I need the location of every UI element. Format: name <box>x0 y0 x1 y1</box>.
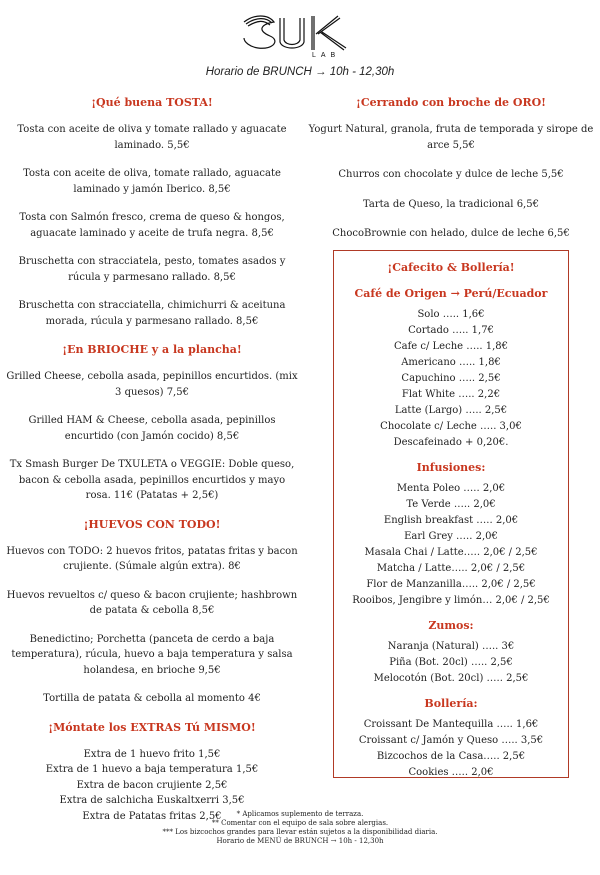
menu-item: Americano ….. 1,8€ <box>401 357 501 368</box>
menu-item: Melocotón (Bot. 20cl) ….. 2,5€ <box>373 673 529 684</box>
menu-item: Chocolate c/ Leche ….. 3,0€ <box>380 421 522 432</box>
menu-item: Grilled HAM & Cheese, cebolla asada, pepinillos encurtido (con Jamón cocido) 8,5€ <box>28 415 276 442</box>
menu-item: Flat White ….. 2,2€ <box>401 389 501 400</box>
footer-note: * Aplicamos suplemento de terraza. <box>236 810 364 818</box>
menu-item: Tosta con aceite de oliva, tomate rallado, aguacate laminado y jamón Iberico. 8,5€ <box>23 168 281 195</box>
menu-item: Grilled Cheese, cebolla asada, pepinillos encurtidos. (mix 3 quesos) 7,5€ <box>6 371 298 398</box>
menu-item: Huevos con TODO: 2 huevos fritos, patatas fritas y bacon crujiente. (Súmale algún extra). 8€ <box>6 545 298 572</box>
menu-item: Extra de bacon crujiente 2,5€ <box>76 779 228 791</box>
menu-item: Benedictino; Porchetta (panceta de cerdo a baja temperatura), rúcula, huevo a baja temperatura y salsa holandesa, en brioche 9,5€ <box>11 633 293 676</box>
menu-item: Cortado ….. 1,7€ <box>408 325 494 336</box>
section-title: ¡En BRIOCHE y a la plancha! <box>62 343 242 356</box>
menu-item: Tosta con Salmón fresco, crema de queso & hongos, aguacate laminado y aceite de trufa negra. 8,5€ <box>19 212 285 239</box>
menu-item: Te Verde ….. 2,0€ <box>406 499 496 510</box>
right-column <box>306 96 596 256</box>
logo-lab-text: LAB <box>312 52 341 58</box>
menu-item: Earl Grey ….. 2,0€ <box>404 531 498 542</box>
menu-item: Descafeinado + 0,20€. <box>393 437 509 448</box>
menu-item: Croissant c/ Jamón y Queso ….. 3,5€ <box>358 735 544 746</box>
footer-note: *** Los bizcochos grandes para llevar están sujetos a la disponibilidad diaria. <box>162 828 438 836</box>
menu-item: ChocoBrownie con helado, dulce de leche 6,5€ <box>332 228 570 239</box>
section-title: ¡Qué buena TOSTA! <box>91 96 213 109</box>
subsection-title: Zumos: <box>428 619 474 632</box>
menu-item: Tarta de Queso, la tradicional 6,5€ <box>363 198 539 210</box>
menu-item: Piña (Bot. 20cl) ….. 2,5€ <box>389 657 513 668</box>
footer-notes <box>0 810 600 846</box>
brand-logo <box>240 8 360 58</box>
section-title: ¡HUEVOS CON TODO! <box>83 517 221 531</box>
subsection-title: Café de Origen → Perú/Ecuador <box>354 287 548 300</box>
menu-item: Bizcochos de la Casa….. 2,5€ <box>376 751 526 762</box>
menu-item: Latte (Largo) ….. 2,5€ <box>394 405 508 416</box>
menu-item: Croissant De Mantequilla ….. 1,6€ <box>363 719 539 730</box>
footer-note: ** Comentar con el equipo de sala sobre alergias. <box>211 819 389 827</box>
left-column <box>6 96 298 838</box>
subsection-title: Bollería: <box>424 697 478 710</box>
menu-item: Solo ….. 1,6€ <box>417 309 485 320</box>
footer-note: Horario de MENÚ de BRUNCH → 10h - 12,30h <box>216 837 384 845</box>
tostas-section <box>6 96 298 329</box>
menu-item: Extra de 1 huevo frito 1,5€ <box>83 748 221 760</box>
huevos-section <box>6 518 298 707</box>
menu-item: Tx Smash Burger De TXULETA o VEGGIE: Doble queso, bacon & cebolla asada, pepinillos encurtidos y mayo rosa. 11€ (Patatas + 2,5€) <box>9 459 295 501</box>
menu-item: Extra de Patatas fritas 2,5€ <box>82 810 222 822</box>
menu-item: Extra de salchicha Euskaltxerri 3,5€ <box>59 795 245 806</box>
menu-item: English breakfast ….. 2,0€ <box>383 515 519 526</box>
menu-item: Bruschetta con stracciatella, chimichurri & aceituna morada, rúcula y parmesano rallado. 8,5€ <box>18 300 286 327</box>
section-title: ¡Cafecito & Bollería! <box>387 261 515 274</box>
brunch-schedule: Horario de BRUNCH → 10h - 12,30h <box>205 66 395 78</box>
menu-item: Tortilla de patata & cebolla al momento 4€ <box>43 693 261 704</box>
section-title: ¡Cerrando con broche de ORO! <box>355 96 547 109</box>
subsection-title: Infusiones: <box>416 461 486 474</box>
menu-item: Huevos revueltos c/ queso & bacon crujiente; hashbrown de patata & cebolla 8,5€ <box>6 589 298 616</box>
menu-item: Cafe c/ Leche ….. 1,8€ <box>393 341 509 352</box>
extras-section <box>6 721 298 825</box>
menu-item: Cookies ….. 2,0€ <box>408 767 494 778</box>
section-title: ¡Móntate los EXTRAS Tú MISMO! <box>48 720 256 734</box>
menu-item: Capuchino ….. 2,5€ <box>401 373 501 384</box>
menu-item: Yogurt Natural, granola, fruta de temporada y sirope de arce 5,5€ <box>308 124 594 151</box>
menu-item: Bruschetta con stracciatela, pesto, tomates asados y rúcula y parmesano rallado. 8,5€ <box>18 256 286 283</box>
menu-item: Tosta con aceite de oliva y tomate rallado y aguacate laminado. 5,5€ <box>17 124 287 151</box>
menu-item: Menta Poleo ….. 2,0€ <box>396 483 506 494</box>
brioche-section <box>6 343 298 504</box>
menu-item: Matcha / Latte….. 2,0€ / 2,5€ <box>376 563 526 574</box>
menu-item: Extra de 1 huevo a baja temperatura 1,5€ <box>45 764 259 775</box>
menu-item: Churros con chocolate y dulce de leche 5,5€ <box>338 169 564 180</box>
menu-item: Naranja (Natural) ….. 3€ <box>387 641 515 652</box>
menu-item: Flor de Manzanilla….. 2,0€ / 2,5€ <box>366 579 536 590</box>
cafe-bolleria-box <box>333 250 569 778</box>
menu-item: Masala Chai / Latte….. 2,0€ / 2,5€ <box>364 547 538 558</box>
menu-item: Rooibos, Jengibre y limón… 2,0€ / 2,5€ <box>352 595 550 606</box>
